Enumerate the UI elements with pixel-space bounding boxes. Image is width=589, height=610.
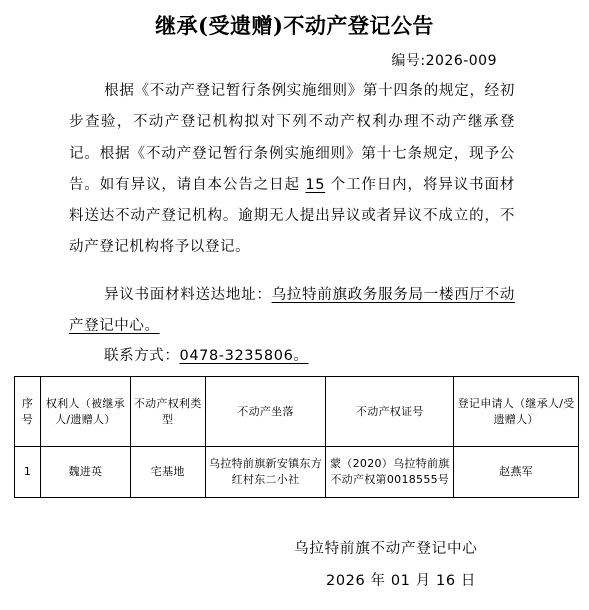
header-certificate-number: 不动产权证号 [326,377,454,447]
body-text-part2: 个工作日内，将异议书面材料送达不动产登记机构。逾期无人提出异议或者异议不成立的，不动产登记机构将予以登记。 [69,176,516,256]
header-applicant: 登记申请人（继承人/受遗赠人） [454,377,579,447]
objection-address-paragraph [69,280,515,343]
table-row [15,447,579,498]
table-header-row [15,377,579,447]
page-title: 继承(受遗赠)不动产登记公告 [155,13,434,38]
address-value: 乌拉特前旗政务服务局一楼西厅不动产登记中心。 [69,287,515,335]
cell-index: 1 [15,447,41,498]
contact-line [104,344,309,365]
body-text-part1: 根据《不动产登记暂行条例实施细则》第十四条的规定，经初步查验，不动产登记机构拟对下列不动产权利办理不动产继承登记。根据《不动产登记暂行条例实施细则》第十七条规定，现予公告。如有异议，请自本公告之日起 [69,83,515,193]
cell-certificate-number: 蒙（2020）乌拉特前旗不动产权第0018555号 [326,447,454,498]
contact-label: 联系方式： [104,348,180,364]
issue-date: 2026 年 01 月 16 日 [326,573,476,589]
objection-days: 15 [305,176,326,193]
header-right-type: 不动产权利类型 [130,377,205,447]
header-index: 序号 [15,377,41,447]
announcement-body [69,76,515,264]
cell-right-holder: 魏进英 [40,447,130,498]
cell-applicant: 赵燕军 [454,447,579,498]
cell-location: 乌拉特前旗新安镇东方红村东二小社 [205,447,326,498]
header-location: 不动产坐落 [205,377,326,447]
document-number: 编号:2026-009 [391,53,497,69]
address-label: 异议书面材料送达地址： [104,287,272,303]
header-right-holder: 权利人（被继承人/遗赠人） [40,377,130,447]
issuing-organization: 乌拉特前旗不动产登记中心 [294,541,478,557]
cell-right-type: 宅基地 [130,447,205,498]
property-table [14,376,579,498]
contact-phone: 0478-3235806。 [179,348,309,364]
